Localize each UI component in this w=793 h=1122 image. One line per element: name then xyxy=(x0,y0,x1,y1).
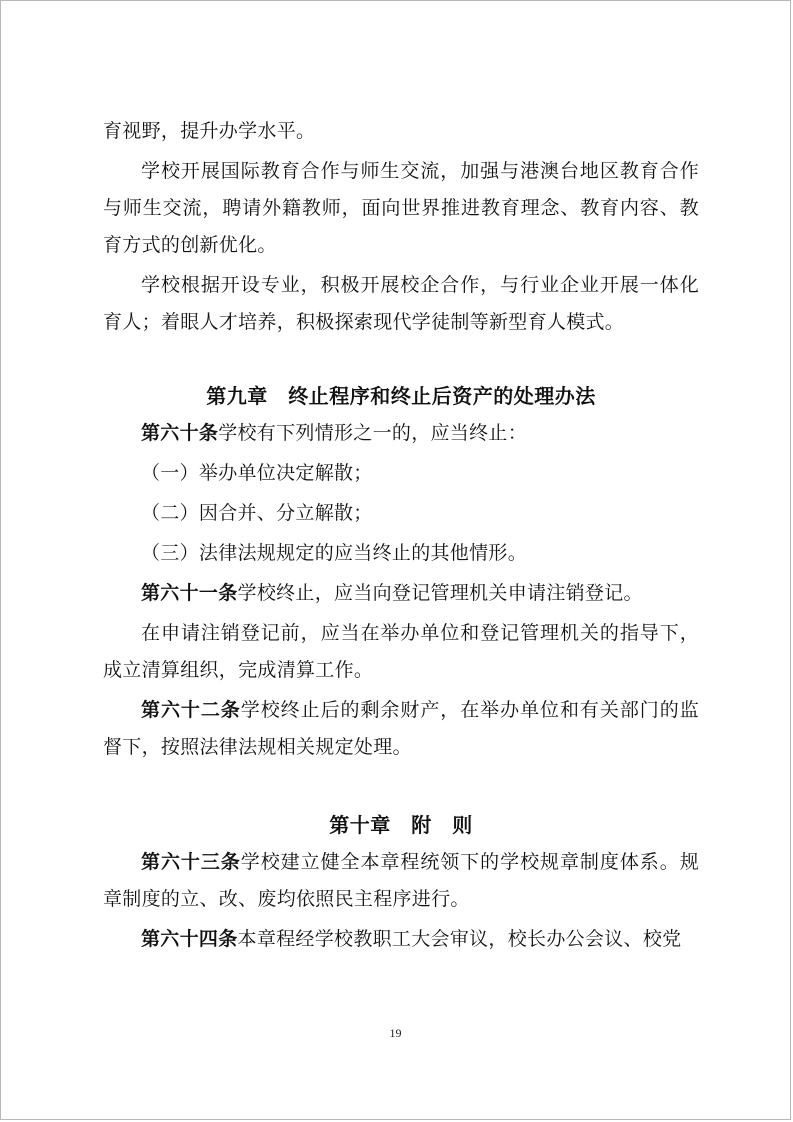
article-60-text: 学校有下列情形之一的，应当终止： xyxy=(218,422,528,444)
article-61-number: 第六十一条 xyxy=(141,582,238,604)
article-60-item-2: （二）因合并、分立解散； xyxy=(141,502,373,524)
paragraph-international-cooperation: 学校开展国际教育合作与师生交流，加强与港澳台地区教育合作与师生交流，聘请外籍教师，面向世界推进教育理念、教育内容、教育方式的创新优化。 xyxy=(103,160,699,256)
article-60 xyxy=(103,415,699,452)
article-63-text: 学校建立健全本章程统领下的学校规章制度体系。规章制度的立、改、废均依照民主程序进行。 xyxy=(103,851,699,910)
article-64-text: 本章程经学校教职工大会审议，校长办公会议、校党 xyxy=(237,928,682,950)
article-60-item-3: （三）法律法规规定的应当终止的其他情形。 xyxy=(141,542,528,564)
article-64 xyxy=(103,921,699,958)
article-62-number: 第六十二条 xyxy=(141,699,241,721)
article-60-number: 第六十条 xyxy=(141,422,219,444)
paragraph-continuation: 育视野，提升办学水平。 xyxy=(103,120,316,142)
article-61 xyxy=(103,575,699,612)
article-63 xyxy=(103,844,699,918)
page-number: 19 xyxy=(389,1026,402,1040)
page-content xyxy=(103,113,699,961)
chapter-10-title: 第十章 附 则 xyxy=(329,813,473,837)
paragraph-school-enterprise: 学校根据开设专业，积极开展校企合作，与行业企业开展一体化育人；着眼人才培养，积极探索现代学徒制等新型育人模式。 xyxy=(103,274,699,333)
article-62 xyxy=(103,692,699,766)
article-61-extra: 在申请注销登记前，应当在举办单位和登记管理机关的指导下，成立清算组织，完成清算工作。 xyxy=(103,622,699,681)
spacer xyxy=(103,344,699,378)
chapter-9-title: 第九章 终止程序和终止后资产的处理办法 xyxy=(206,384,596,408)
article-62-text: 学校终止后的剩余财产，在举办单位和有关部门的监督下，按照法律法规相关规定处理。 xyxy=(103,699,699,758)
article-61-text: 学校终止，应当向登记管理机关申请注销登记。 xyxy=(237,582,643,604)
article-64-number: 第六十四条 xyxy=(141,928,238,950)
article-60-item-1: （一）举办单位决定解散； xyxy=(141,462,373,484)
spacer xyxy=(103,769,699,807)
article-63-number: 第六十三条 xyxy=(141,851,241,873)
